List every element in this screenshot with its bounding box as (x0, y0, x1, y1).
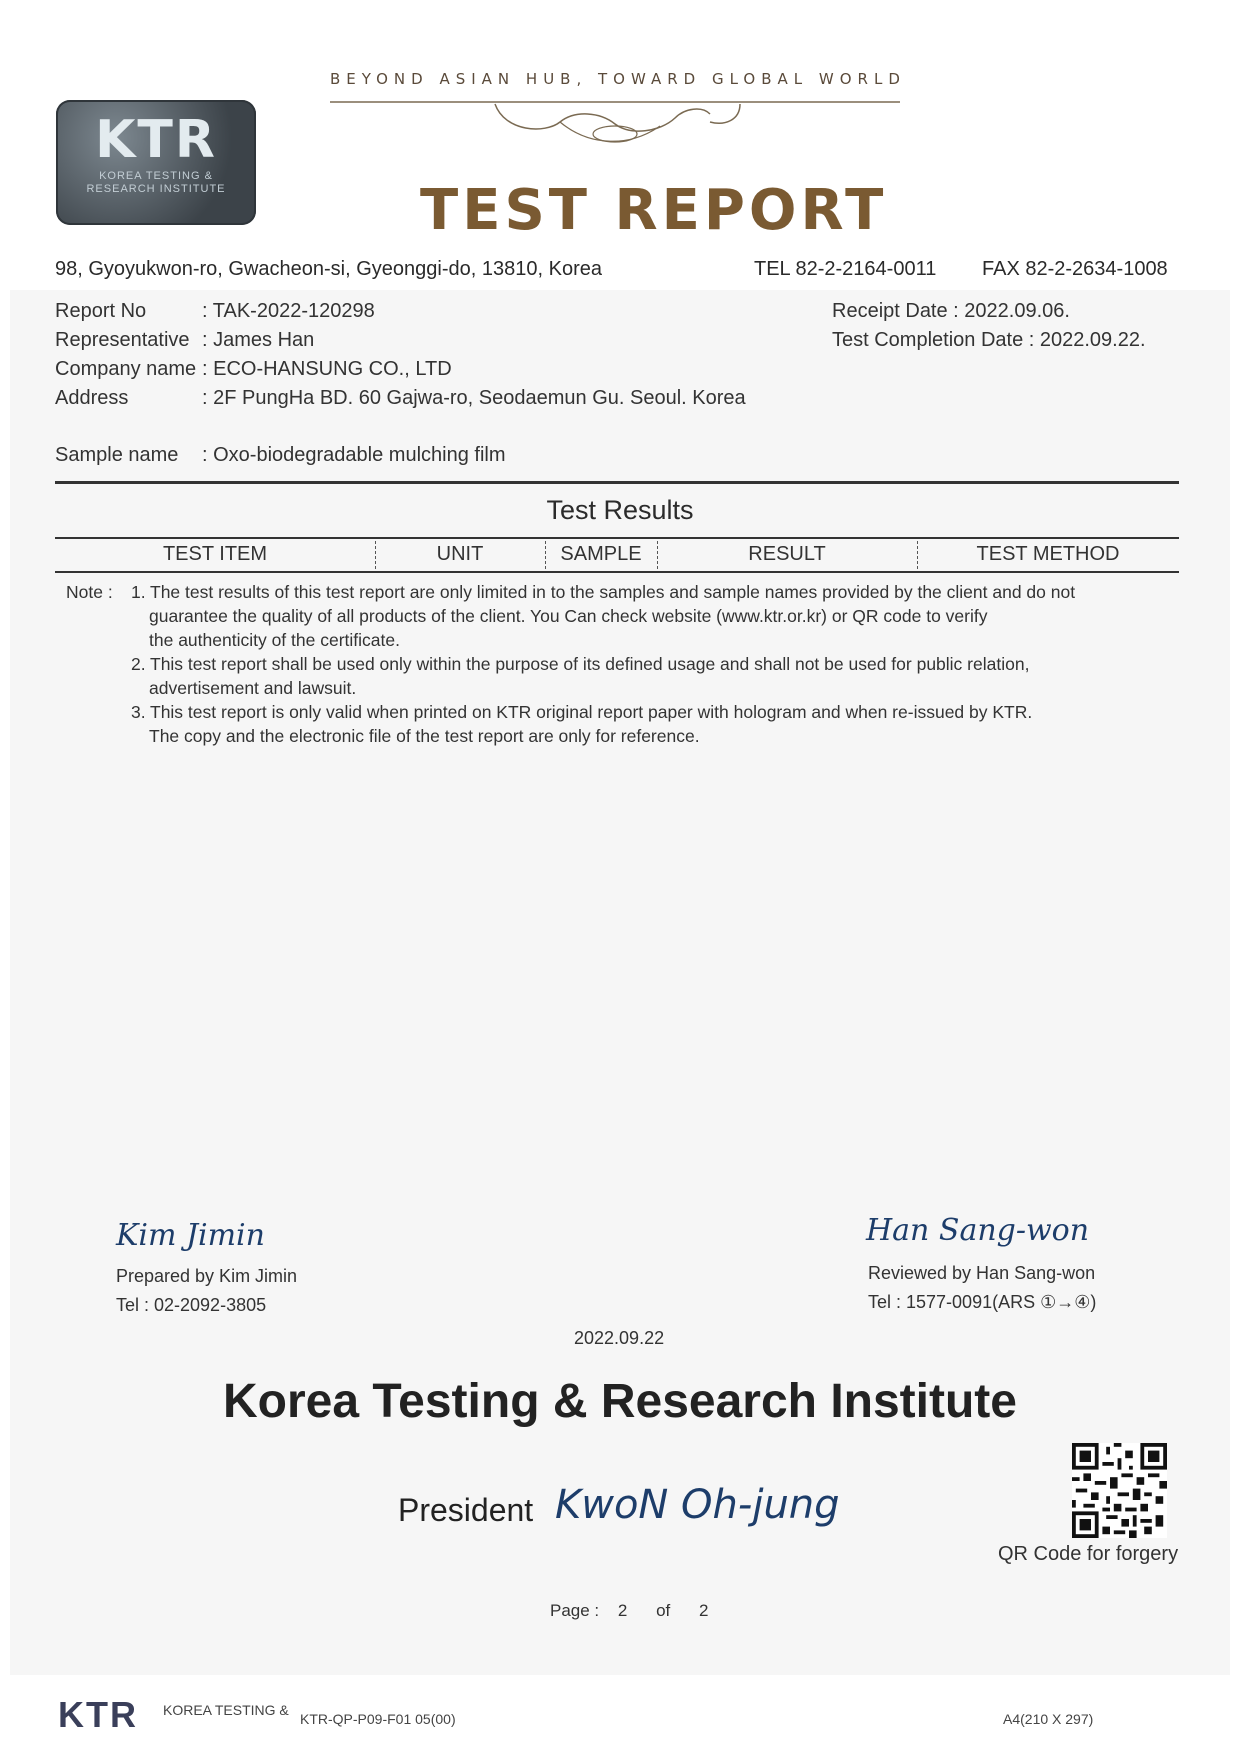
col-result: RESULT (748, 543, 826, 565)
logo-sub-line2: RESEARCH INSTITUTE (86, 183, 226, 195)
table-rule-bottom (55, 571, 1179, 573)
note-1-num: 1. (131, 582, 146, 602)
note-2-line: advertisement and lawsuit. (149, 678, 357, 698)
logo-mark: KTR (95, 110, 217, 170)
table-rule-top (55, 537, 1179, 539)
qr-caption: QR Code for forgery (998, 1543, 1179, 1565)
address-value: : 2F PungHa BD. 60 Gajwa-ro, Seodaemun Gu. Seoul. Korea (202, 387, 746, 409)
report-no-value: : TAK-2022-120298 (202, 300, 375, 322)
note-1-line: guarantee the quality of all products of the client. You Can check website (www.ktr.or.kr) or QR code to verify (149, 606, 988, 626)
divider-thick (55, 481, 1179, 484)
ornament-icon (330, 92, 900, 152)
footer-form-code: KTR-QP-P09-F01 05(00) (300, 1711, 456, 1727)
tagline: BEYOND ASIAN HUB, TOWARD GLOBAL WORLD (330, 70, 906, 88)
note-3-line: This test report is only valid when printed on KTR original report paper with hologram and when re-issued by KTR. (150, 702, 1033, 722)
note-label: Note : (66, 582, 113, 602)
president-signature: KwoN Oh-jung (555, 1482, 840, 1528)
qr-code-icon[interactable] (1072, 1443, 1167, 1538)
sample-value: : Oxo-biodegradable mulching film (202, 444, 506, 466)
page-number (550, 1601, 708, 1621)
col-unit: UNIT (436, 543, 484, 565)
institute-name: Korea Testing & Research Institute (223, 1375, 1017, 1428)
representative-label: Representative (55, 329, 190, 351)
page-total: 2 (699, 1601, 709, 1620)
completion-date: Test Completion Date : 2022.09.22. (832, 329, 1146, 351)
page-title: TEST REPORT (420, 178, 888, 243)
company-value: : ECO-HANSUNG CO., LTD (202, 358, 452, 380)
reviewed-by: Reviewed by Han Sang-won (868, 1263, 1096, 1283)
sample-label: Sample name (55, 444, 179, 466)
footer-org: KOREA TESTING & (163, 1702, 289, 1718)
logo-sub-line1: KOREA TESTING & (99, 170, 213, 182)
note-1-line: The test results of this test report are only limited in to the samples and sample names provided by the client and do not (150, 582, 1076, 602)
col-test-method: TEST METHOD (976, 543, 1120, 565)
page-of: of (656, 1601, 671, 1620)
reviewed-tel: Tel : 1577-0091(ARS ①→④) (868, 1292, 1097, 1312)
president-label: President (398, 1492, 534, 1528)
footer-ktr-logo: KTR (58, 1694, 138, 1735)
report-no-label: Report No (55, 300, 147, 322)
page-current: 2 (617, 1601, 628, 1620)
issue-date: 2022.09.22 (574, 1328, 665, 1348)
address-label: Address (55, 387, 129, 409)
results-title: Test Results (546, 495, 694, 525)
footer-paper-size: A4(210 X 297) (1003, 1711, 1094, 1727)
receipt-date: Receipt Date : 2022.09.06. (832, 300, 1070, 322)
reviewed-signature: Han Sang-won (866, 1213, 1090, 1248)
ktr-hologram-logo (56, 100, 256, 225)
prepared-by: Prepared by Kim Jimin (116, 1266, 298, 1286)
col-sample: SAMPLE (560, 543, 642, 565)
prepared-signature: Kim Jimin (116, 1218, 265, 1253)
institute-fax: FAX 82-2-2634-1008 (982, 258, 1168, 280)
note-1-line: the authenticity of the certificate. (149, 630, 400, 650)
note-3-num: 3. (131, 702, 146, 722)
institute-address: 98, Gyoyukwon-ro, Gwacheon-si, Gyeonggi-do, 13810, Korea (55, 258, 602, 280)
page-label: Page : (550, 1601, 600, 1620)
col-test-item: TEST ITEM (162, 543, 268, 565)
institute-tel: TEL 82-2-2164-0011 (754, 258, 937, 280)
note-2-num: 2. (131, 654, 146, 674)
note-2-line: This test report shall be used only within the purpose of its defined usage and shall not be used for public relation, (150, 654, 1030, 674)
note-3-line: The copy and the electronic file of the test report are only for reference. (149, 726, 700, 746)
prepared-tel: Tel : 02-2092-3805 (116, 1295, 267, 1315)
representative-value: : James Han (202, 329, 315, 351)
company-label: Company name (55, 358, 197, 380)
